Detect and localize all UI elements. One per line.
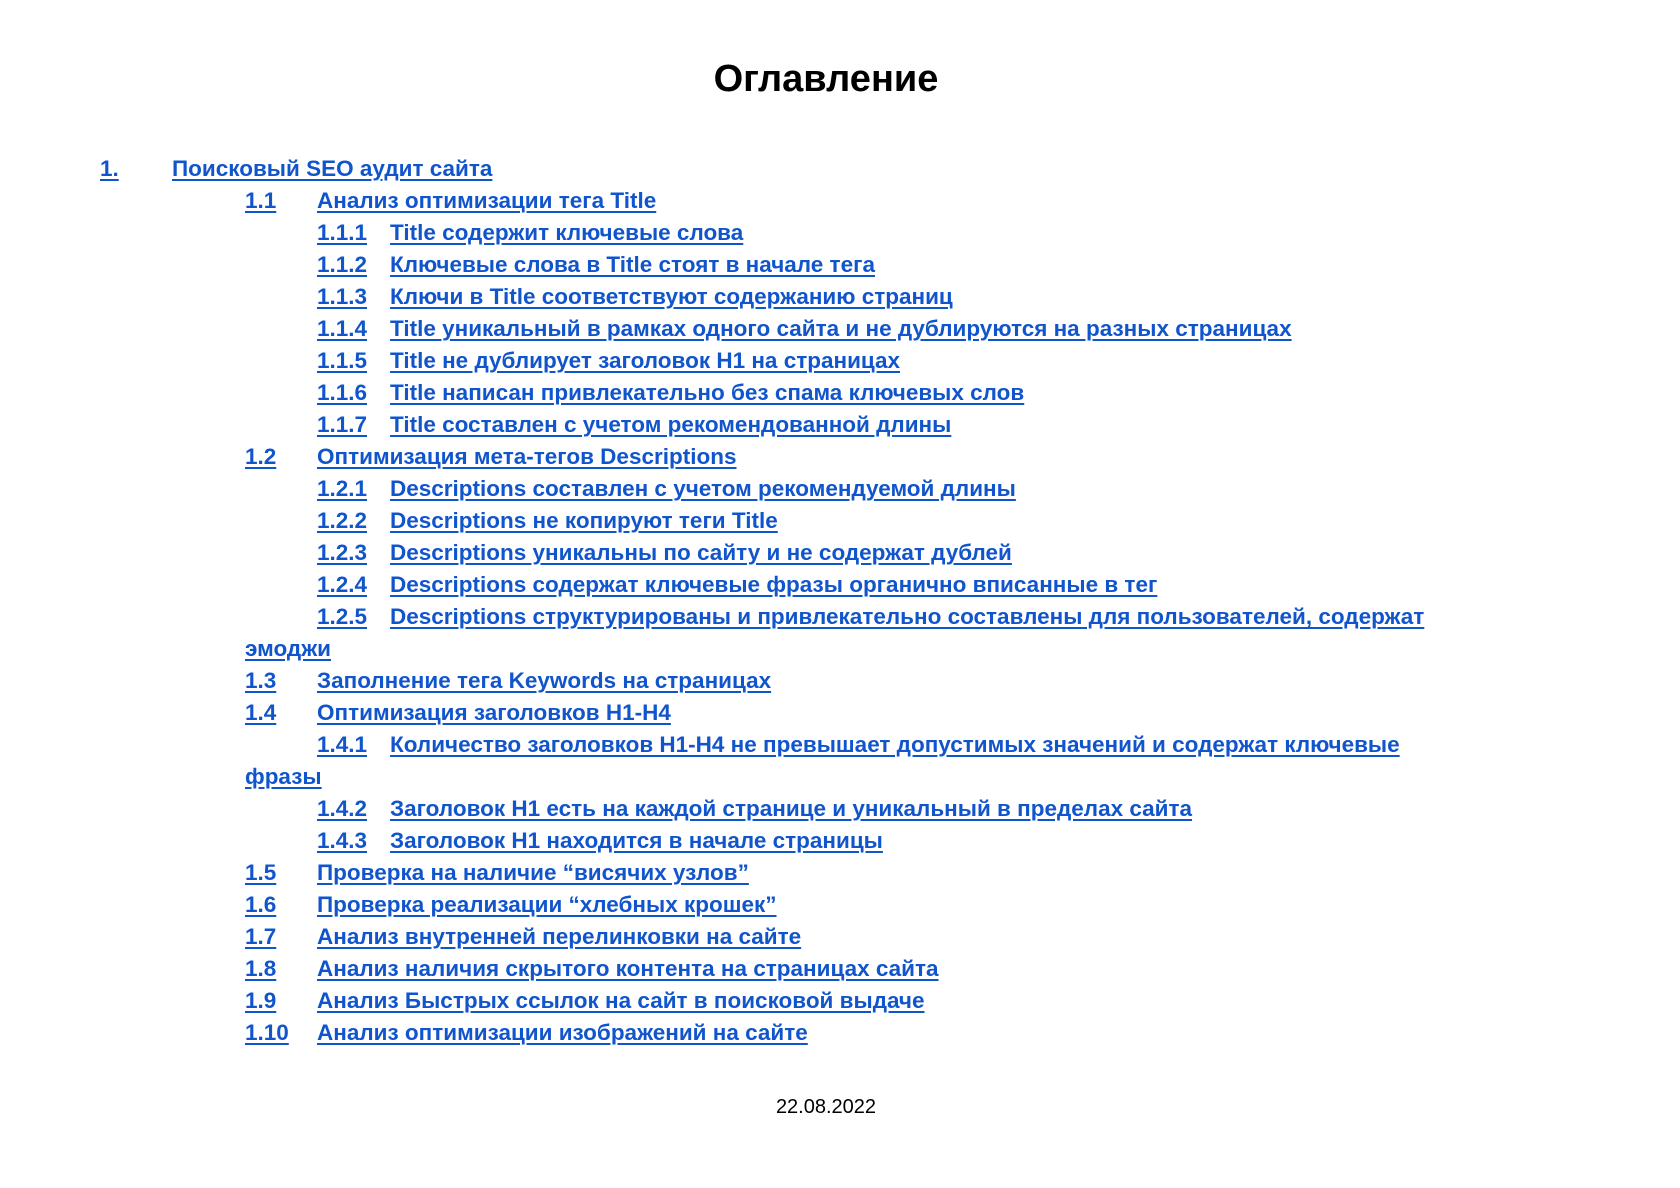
toc-item-number[interactable]: 1.2.1 xyxy=(317,476,368,501)
toc-item-number[interactable]: 1.1.1 xyxy=(317,220,368,245)
toc-item-link[interactable]: Заголовок H1 есть на каждой странице и уникальный в пределах сайта xyxy=(390,796,1193,821)
toc-item-link[interactable]: Анализ оптимизации тега Title xyxy=(317,188,657,213)
toc-item-link[interactable]: Анализ Быстрых ссылок на сайт в поисковой выдаче xyxy=(317,988,925,1013)
toc-item-1-4[interactable] xyxy=(0,697,1680,729)
toc-item-number[interactable]: 1.10 xyxy=(245,1020,289,1045)
toc-item-1-2-3[interactable] xyxy=(0,537,1680,569)
toc-item-link[interactable]: Проверка реализации “хлебных крошек” xyxy=(317,892,777,917)
toc-item-link[interactable]: Title не дублирует заголовок H1 на страницах xyxy=(390,348,901,373)
toc-item-link[interactable]: Заполнение тега Keywords на страницах xyxy=(317,668,772,693)
toc-item-link-continuation[interactable]: эмоджи xyxy=(245,636,331,661)
toc-item-1-4-2[interactable] xyxy=(0,793,1680,825)
toc-item-link[interactable]: Title содержит ключевые слова xyxy=(390,220,744,245)
toc-item-number[interactable]: 1.1.5 xyxy=(317,348,368,373)
toc-item-link[interactable]: Descriptions не копируют теги Title xyxy=(390,508,778,533)
toc-item-link[interactable]: Ключевые слова в Title стоят в начале тега xyxy=(390,252,875,277)
toc-item-1-9[interactable] xyxy=(0,985,1680,1017)
toc-item-number[interactable]: 1.4.3 xyxy=(317,828,368,853)
toc-item-number[interactable]: 1.8 xyxy=(245,956,277,981)
toc-item-link[interactable]: Количество заголовков H1-H4 не превышает допустимых значений и содержат ключевые xyxy=(390,732,1400,757)
toc-item-1-2[interactable] xyxy=(0,441,1680,473)
toc-item-link[interactable]: Title уникальный в рамках одного сайта и не дублируются на разных страницах xyxy=(390,316,1292,341)
toc-item-link[interactable]: Title написан привлекательно без спама ключевых слов xyxy=(390,380,1025,405)
toc-item-link-continuation[interactable]: фразы xyxy=(245,764,322,789)
toc-item-link[interactable]: Анализ наличия скрытого контента на страницах сайта xyxy=(317,956,939,981)
toc-item-number[interactable]: 1. xyxy=(100,156,119,181)
toc-item-number[interactable]: 1.1.3 xyxy=(317,284,368,309)
toc-item-1-6[interactable] xyxy=(0,889,1680,921)
toc-item-number[interactable]: 1.2.3 xyxy=(317,540,368,565)
toc-item-link[interactable]: Поисковый SEO аудит сайта xyxy=(172,156,493,181)
toc-item-link[interactable]: Анализ внутренней перелинковки на сайте xyxy=(317,924,802,949)
toc-item-link[interactable]: Оптимизация заголовков H1-H4 xyxy=(317,700,671,725)
toc-item-1-2-2[interactable] xyxy=(0,505,1680,537)
toc-item-link[interactable]: Анализ оптимизации изображений на сайте xyxy=(317,1020,808,1045)
toc-item-number[interactable]: 1.7 xyxy=(245,924,277,949)
toc-item-1-2-5[interactable] xyxy=(0,601,1680,665)
toc-item-number[interactable]: 1.3 xyxy=(245,668,277,693)
toc-item-1-10[interactable] xyxy=(0,1017,1680,1049)
toc-item-link[interactable]: Title составлен с учетом рекомендованной длины xyxy=(390,412,952,437)
toc-item-number[interactable]: 1.4.1 xyxy=(317,732,368,757)
toc-item-1-1-7[interactable] xyxy=(0,409,1680,441)
toc-item-1-1-5[interactable] xyxy=(0,345,1680,377)
toc-item-number[interactable]: 1.2 xyxy=(245,444,277,469)
toc-item-number[interactable]: 1.1.2 xyxy=(317,252,368,277)
toc-item-link[interactable]: Descriptions содержат ключевые фразы органично вписанные в тег xyxy=(390,572,1158,597)
toc-item-1-5[interactable] xyxy=(0,857,1680,889)
toc-item-1-1-2[interactable] xyxy=(0,249,1680,281)
toc-item-1-2-1[interactable] xyxy=(0,473,1680,505)
toc-item-number[interactable]: 1.1.6 xyxy=(317,380,368,405)
table-of-contents xyxy=(0,153,1680,1049)
toc-item-number[interactable]: 1.1.7 xyxy=(317,412,368,437)
toc-item-1-2-4[interactable] xyxy=(0,569,1680,601)
toc-item-number[interactable]: 1.2.2 xyxy=(317,508,368,533)
toc-item-1-8[interactable] xyxy=(0,953,1680,985)
toc-item-1-1[interactable] xyxy=(0,185,1680,217)
toc-item-link[interactable]: Оптимизация мета-тегов Descriptions xyxy=(317,444,737,469)
toc-item-1-1-6[interactable] xyxy=(0,377,1680,409)
toc-item-link[interactable]: Descriptions уникальны по сайту и не содержат дублей xyxy=(390,540,1012,565)
toc-item-link[interactable]: Descriptions структурированы и привлекательно составлены для пользователей, содержат xyxy=(390,604,1425,629)
toc-item-1[interactable] xyxy=(0,153,1680,185)
toc-item-1-1-3[interactable] xyxy=(0,281,1680,313)
toc-item-link[interactable]: Descriptions составлен с учетом рекомендуемой длины xyxy=(390,476,1016,501)
toc-item-link[interactable]: Заголовок H1 находится в начале страницы xyxy=(390,828,883,853)
toc-item-number[interactable]: 1.4.2 xyxy=(317,796,368,821)
toc-item-1-7[interactable] xyxy=(0,921,1680,953)
toc-item-number[interactable]: 1.1.4 xyxy=(317,316,368,341)
toc-item-1-4-3[interactable] xyxy=(0,825,1680,857)
toc-item-1-3[interactable] xyxy=(0,665,1680,697)
toc-item-number[interactable]: 1.2.4 xyxy=(317,572,368,597)
toc-item-1-4-1[interactable] xyxy=(0,729,1680,793)
footer-date: 22.08.2022 xyxy=(775,1096,877,1118)
toc-item-number[interactable]: 1.1 xyxy=(245,188,277,213)
toc-item-1-1-1[interactable] xyxy=(0,217,1680,249)
toc-item-link[interactable]: Проверка на наличие “висячих узлов” xyxy=(317,860,749,885)
toc-item-1-1-4[interactable] xyxy=(0,313,1680,345)
toc-item-number[interactable]: 1.9 xyxy=(245,988,277,1013)
toc-item-number[interactable]: 1.5 xyxy=(245,860,277,885)
page-title: Оглавление xyxy=(713,58,939,100)
toc-item-link[interactable]: Ключи в Title соответствуют содержанию страниц xyxy=(390,284,953,309)
toc-item-number[interactable]: 1.4 xyxy=(245,700,277,725)
toc-item-number[interactable]: 1.6 xyxy=(245,892,277,917)
toc-item-number[interactable]: 1.2.5 xyxy=(317,604,368,629)
